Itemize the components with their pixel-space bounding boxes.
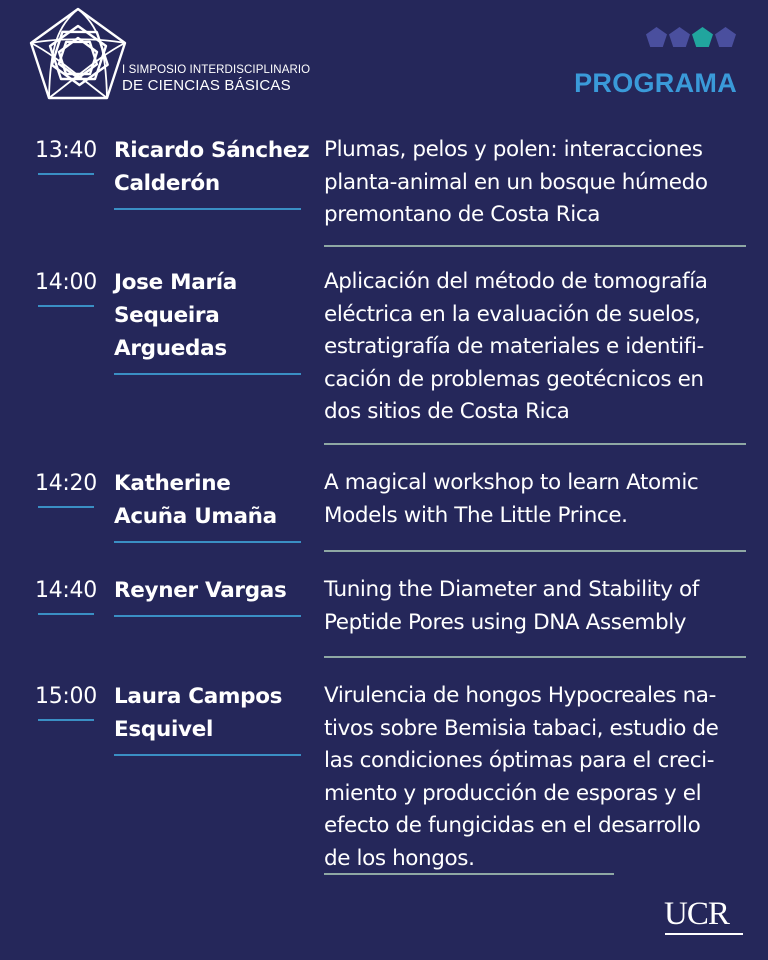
talk-time: 14:40 [35,578,97,603]
time-divider [38,613,94,615]
speaker-name [114,467,314,533]
pentagon-icon [669,27,690,47]
talk-title-line: planta-animal en un bosque húmedo [324,169,708,195]
time-divider [38,719,94,721]
talk-title [324,574,749,639]
title-divider [324,443,746,445]
talk-title-line: Virulencia de hongos Hypocreales na- [324,683,716,708]
title-divider [324,873,614,875]
event-name-line2: DE CIENCIAS BÁSICAS [122,77,291,95]
talk-title-line: A magical workshop to learn Atomic [324,470,699,495]
speaker-name-line: Esquivel [114,717,214,742]
talk-title-line: Aplicación del método de tomografía [324,269,708,294]
pentagon-indicators [646,27,736,47]
speaker-name [114,574,314,607]
speaker-name-line: Laura Campos [114,684,283,709]
talk-title-line: de los hongos. [324,845,475,871]
talk-title-line: las condiciones óptimas para el creci- [324,748,715,773]
talk-title-line: Models with The Little Prince. [324,502,628,528]
talk-title-line: Tuning the Diameter and Stability of [324,577,699,602]
time-divider [38,173,94,175]
talk-title-line: estratigrafía de materiales e identifi- [324,334,704,359]
talk-time: 15:00 [35,684,97,709]
ucr-logo: UCR [664,896,729,932]
speaker-name-line: Katherine [114,471,231,496]
title-divider [324,656,746,658]
talk-title [324,680,749,875]
ucr-logo-underline [665,933,743,935]
time-divider [38,305,94,307]
title-divider [324,550,746,552]
talk-title-line: efecto de fungicidas en el desarrollo [324,813,701,838]
time-divider [38,506,94,508]
talk-time: 14:00 [35,270,97,295]
speaker-divider [114,615,301,617]
title-divider [324,245,746,247]
speaker-name-line: Reyner Vargas [114,578,287,603]
pentagon-icon [646,27,667,47]
speaker-name-line: Calderón [114,171,220,196]
talk-title-line: Plumas, pelos y polen: interacciones [324,137,703,162]
talk-title-line: eléctrica en la evaluación de suelos, [324,301,701,327]
pentagon-icon [715,27,736,47]
talk-title [324,134,749,232]
talk-title-line: tivos sobre Bemisia tabaci, estudio de [324,715,719,741]
talk-title-line: Peptide Pores using DNA Assembly [324,609,687,635]
talk-title-line: cación de problemas geotécnicos en [324,366,704,392]
speaker-name [114,680,314,746]
event-name-line1: I SIMPOSIO INTERDISCIPLINARIO [122,64,311,76]
talk-time: 14:20 [35,471,97,496]
talk-title-line: premontano de Costa Rica [324,202,601,227]
speaker-divider [114,208,301,210]
talk-title-line: dos sitios de Costa Rica [324,399,570,424]
talk-title-line: miento y producción de esporas y el [324,780,702,806]
speaker-divider [114,754,301,756]
speaker-name [114,134,314,200]
page-title: PROGRAMA [574,68,737,98]
talk-title [324,467,749,532]
talk-title [324,266,749,429]
talk-time: 13:40 [35,138,97,163]
speaker-name-line: Jose María [114,270,238,295]
speaker-name-line: Arguedas [114,336,227,361]
pentagon-icon [692,27,713,47]
event-name [122,64,310,94]
speaker-name [114,266,314,365]
speaker-divider [114,541,301,543]
speaker-divider [114,373,301,375]
symposium-logo [28,6,128,102]
speaker-name-line: Sequeira [114,303,220,328]
speaker-name-line: Ricardo Sánchez [114,138,310,163]
speaker-name-line: Acuña Umaña [114,504,277,529]
